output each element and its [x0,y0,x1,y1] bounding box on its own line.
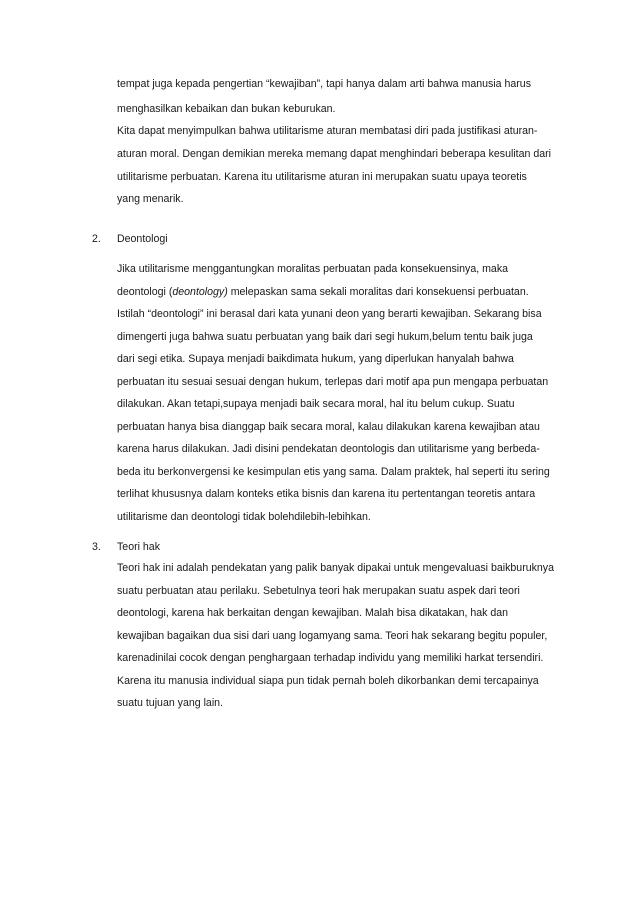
paragraph-line: Kita dapat menyimpulkan bahwa utilitarisme aturan membatasi diri pada justifikasi aturan- [117,125,538,137]
paragraph-line: utilitarisme dan deontologi tidak bolehdilebih-lebihkan. [117,511,371,523]
paragraph-line: suatu perbuatan atau perilaku. Sebetulnya teori hak merupakan suatu aspek dari teori [117,585,520,597]
text-run: deontologi ( [117,286,173,298]
paragraph-line: Istilah “deontologi” ini berasal dari kata yunani deon yang berarti kewajiban. Sekarang bisa [117,308,542,320]
paragraph-line: dilakukan. Akan tetapi,supaya menjadi baik secara moral, hal itu belum cukup. Suatu [117,398,515,410]
section-number: 3. [92,541,101,553]
paragraph-line: perbuatan itu sesuai sesuai dengan hukum, terlepas dari motif apa pun mengapa perbuatan [117,376,549,388]
italic-term: deontology) [172,286,228,298]
paragraph-line: dimengerti juga bahwa suatu perbuatan yang baik dari segi hukum,belum tentu baik juga [117,331,533,343]
paragraph-line: perbuatan hanya bisa dianggap baik secara moral, kalau dilakukan karena kewajiban atau [117,421,540,433]
section-heading: Deontologi [117,233,168,245]
paragraph-line: kewajiban bagaikan dua sisi dari uang logamyang sama. Teori hak sekarang begitu populer, [117,630,548,642]
paragraph-line: tempat juga kepada pengertian “kewajiban”, tapi hanya dalam arti bahwa manusia harus [117,78,531,90]
paragraph-line: Karena itu manusia individual siapa pun tidak pernah boleh dikorbankan demi tercapainya [117,675,539,687]
text-run: melepaskan sama sekali moralitas dari konsekuensi perbuatan. [227,286,529,298]
paragraph-line [117,285,529,299]
paragraph-line: dari segi etika. Supaya menjadi baikdimata hukum, yang diperlukan hanyalah bahwa [117,353,514,365]
paragraph-line: yang menarik. [117,193,184,205]
paragraph-line: menghasilkan kebaikan dan bukan keburukan. [117,103,336,115]
paragraph-line: deontologi, karena hak berkaitan dengan kewajiban. Malah bisa dikatakan, hak dan [117,607,509,619]
paragraph-line: terlihat khususnya dalam konteks etika bisnis dan karena itu pertentangan teoretis antara [117,488,536,500]
paragraph-line: karena harus dilakukan. Jadi disini pendekatan deontologis dan utilitarisme yang berbeda- [117,443,540,455]
paragraph-line: Jika utilitarisme menggantungkan moralitas perbuatan pada konsekuensinya, maka [117,263,509,275]
paragraph-line: Teori hak ini adalah pendekatan yang palik banyak dipakai untuk mengevaluasi baikburuknya [117,562,554,574]
section-number: 2. [92,233,101,245]
paragraph-line: beda itu berkonvergensi ke kesimpulan etis yang sama. Dalam praktek, hal seperti itu sering [117,466,550,478]
section-heading: Teori hak [117,541,160,553]
paragraph-line: karenadinilai cocok dengan penghargaan terhadap individu yang memiliki harkat tersendiri. [117,652,544,664]
paragraph-line: suatu tujuan yang lain. [117,697,224,709]
paragraph-line: aturan moral. Dengan demikian mereka memang dapat menghindari beberapa kesulitan dari [117,148,552,160]
paragraph-line: utilitarisme perbuatan. Karena itu utilitarisme aturan ini merupakan suatu upaya teoretis [117,171,527,183]
